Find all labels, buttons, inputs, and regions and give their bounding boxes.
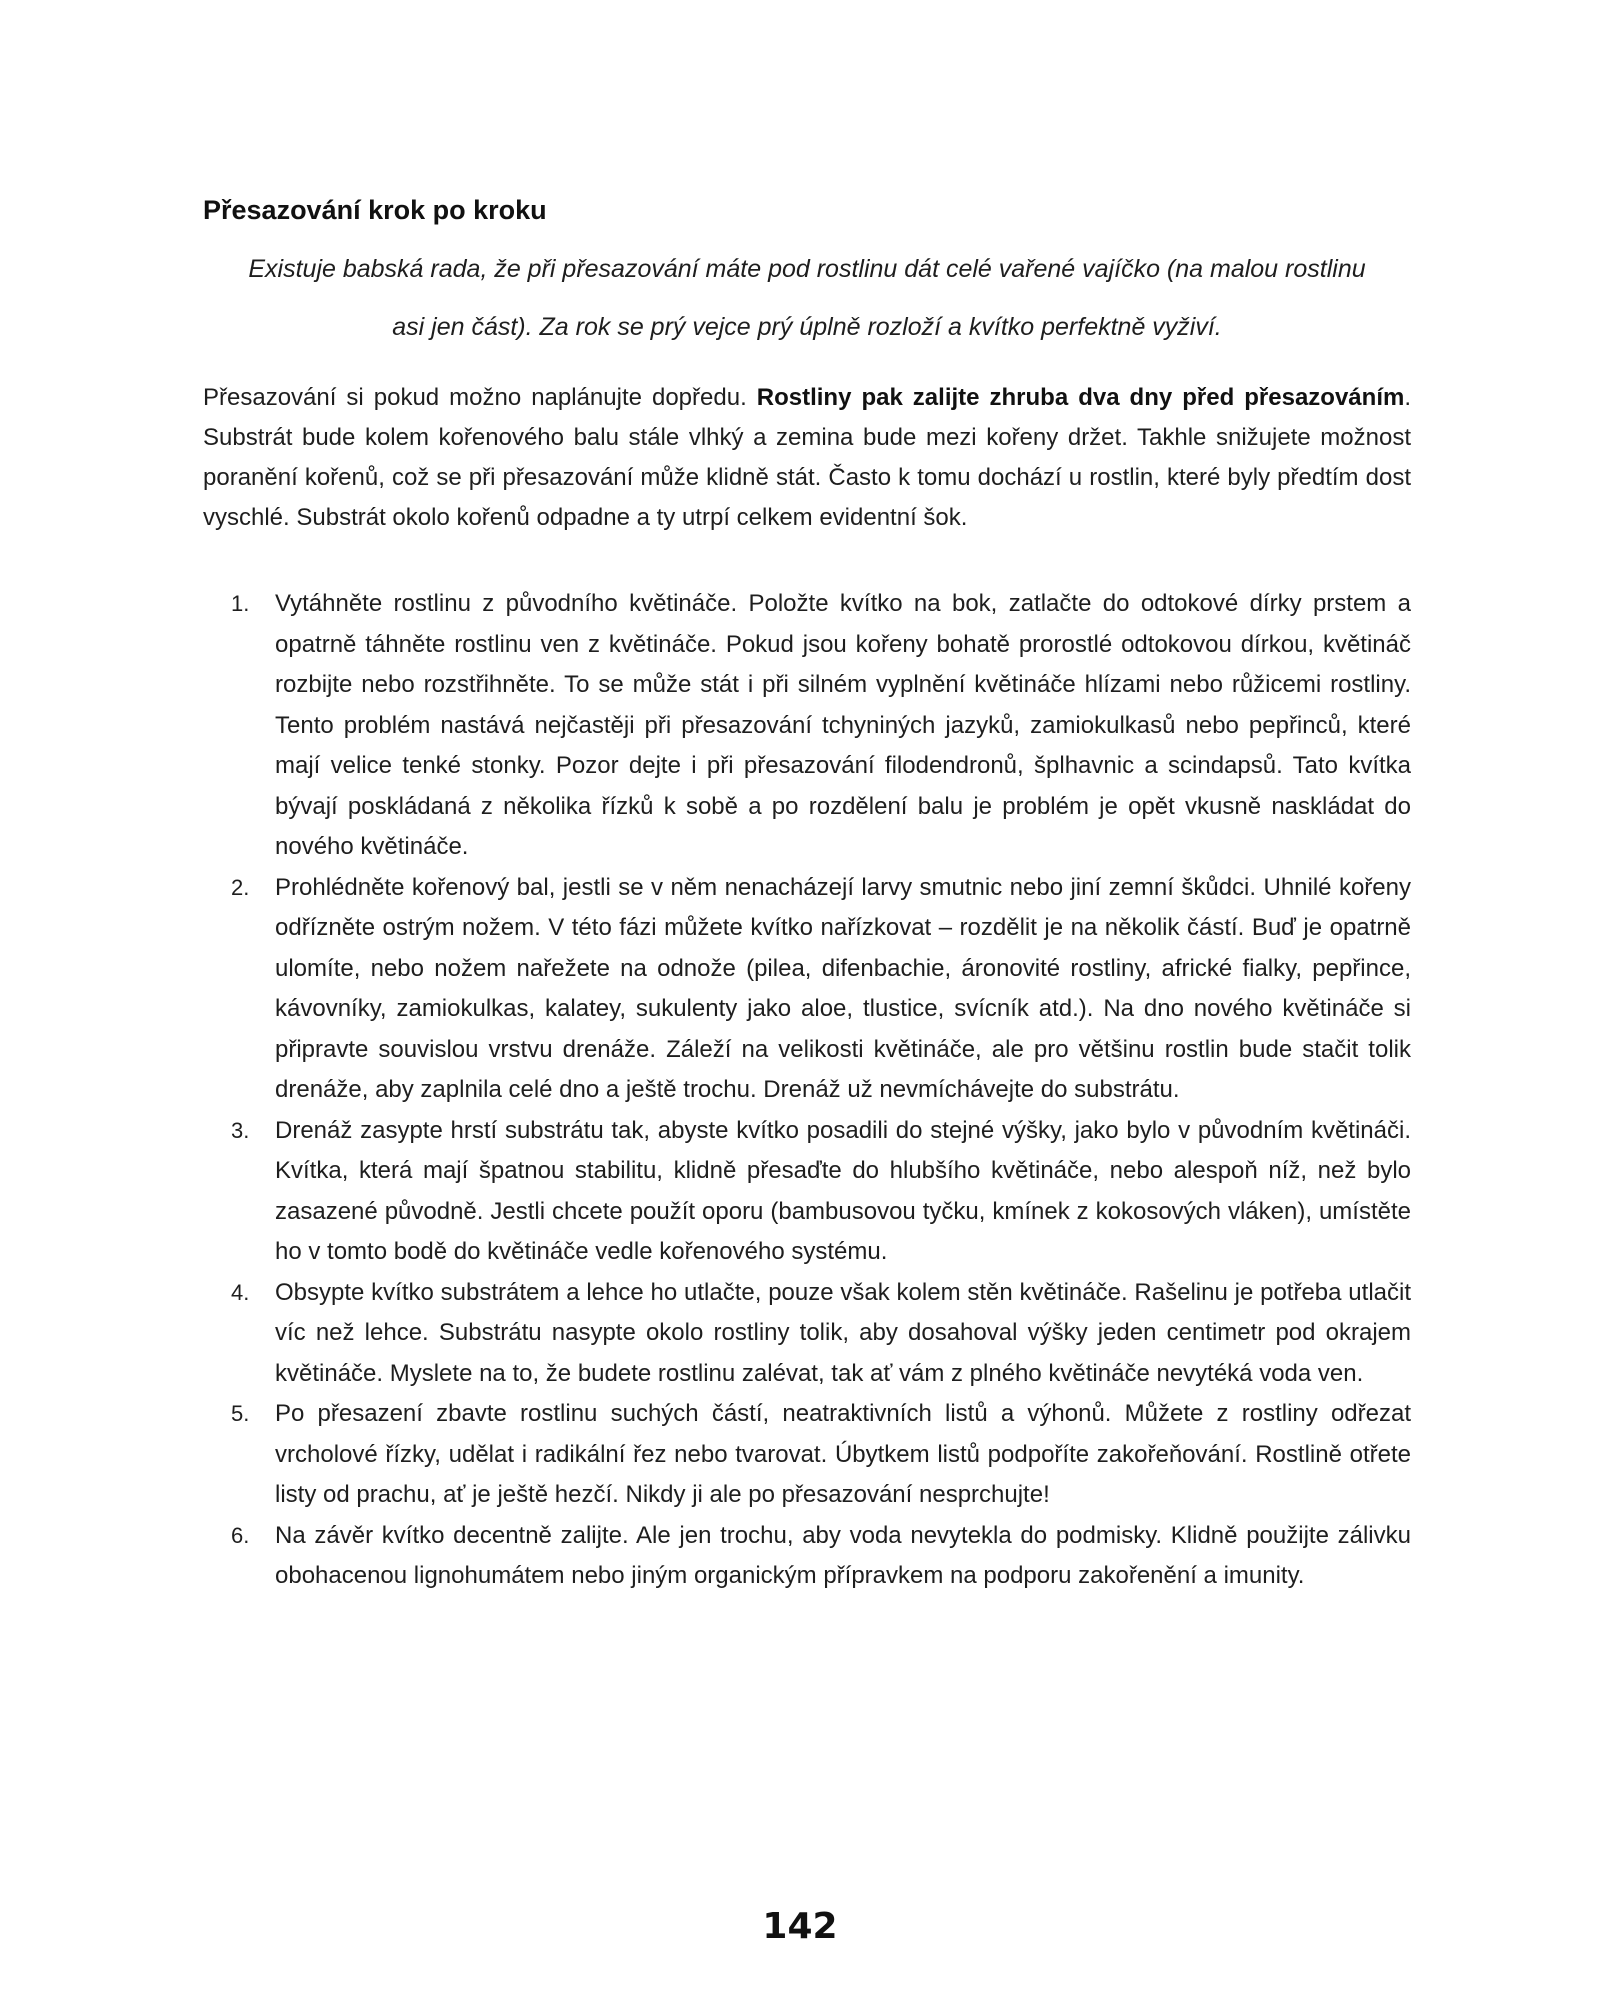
quote-paragraph: Existuje babská rada, že při přesazování máte pod rostlinu dát celé vařené vajíčko (na malou rostlinu asi jen část). Za rok se prý vejce prý úplně rozloží a kvítko perfektně vyživí. [248,255,1366,341]
list-item [203,868,1411,1111]
list-item-number: 1. [231,591,250,616]
steps-list [203,584,1411,1597]
list-item-number: 4. [231,1279,250,1305]
list-item [203,1516,1411,1597]
intro-paragraph [203,378,1411,538]
page-content [203,190,1411,1597]
intro-text-start: Přesazování si pokud možno naplánujte dopředu. [203,384,757,411]
list-item [203,584,1411,868]
intro-bold-text: Rostliny pak zalijte zhruba dva dny před přesazováním [756,384,1405,411]
list-item-text: Na závěr kvítko decentně zalijte. Ale jen trochu, aby voda nevytekla do podmisky. Klidně použijte zálivku obohacenou lignohumátem nebo jiným organickým přípravkem na podporu zakořenění a imunity. [275,1521,1411,1589]
page-number: 142 [762,1906,838,1947]
list-item-text: Drenáž zasypte hrstí substrátu tak, abyste kvítko posadili do stejné výšky, jako bylo v původním květináči. Kvítka, která mají špatnou stabilitu, klidně přesaďte do hlubšího květináče, nebo alespoň níž, než bylo zasazené původně. Jestli chcete použít oporu (bambusovou tyčku, kmínek z kokosových vláken), umístěte ho v tomto bodě do květináče vedle kořenového systému. [275,1116,1411,1265]
list-item [203,1273,1411,1395]
list-item-number: 2. [231,874,250,900]
list-item [203,1394,1411,1516]
list-item-number: 5. [231,1401,250,1426]
list-item-text: Obsypte kvítko substrátem a lehce ho utlačte, pouze však kolem stěn květináče. Rašelinu je potřeba utlačit víc než lehce. Substrátu nasypte okolo rostliny tolik, aby dosahoval výšky jeden centimetr pod okrajem květináče. Myslete na to, že budete rostlinu zalévat, tak ať vám z plného květináče nevytéká voda ven. [275,1278,1411,1387]
section-heading: Přesazování krok po kroku [203,195,547,225]
list-item-number: 3. [231,1117,250,1143]
list-item [203,1111,1411,1273]
list-item-text: Prohlédněte kořenový bal, jestli se v něm nenacházejí larvy smutnic nebo jiní zemní škůdci. Uhnilé kořeny odřízněte ostrým nožem. V této fázi můžete kvítko nařízkovat – rozdělit je na několik částí. Buď je opatrně ulomíte, nebo nožem nařežete na odnože (pilea, difenbachie, áronovité rostliny, africké fialky, pepřince, kávovníky, zamiokulkas, kalatey, sukulenty jako aloe, tlustice, svícník atd.). Na dno nového květináče si připravte souvislou vrstvu drenáže. Záleží na velikosti květináče, ale pro většinu rostlin bude stačit tolik drenáže, aby zaplnila celé dno a ještě trochu. Drenáž už nevmíchávejte do substrátu. [275,873,1411,1103]
intro-text-end: . Substrát bude kolem kořenového balu stále vlhký a zemina bude mezi kořeny držet. Takhle snižujete možnost poranění kořenů, což se při přesazování může klidně stát. Často k tomu dochází u rostlin, které byly předtím dost vyschlé. Substrát okolo kořenů odpadne a ty utrpí celkem evidentní šok. [203,384,1411,531]
list-item-number: 6. [231,1522,250,1548]
list-item-text: Vytáhněte rostlinu z původního květináče. Položte kvítko na bok, zatlačte do odtokové dírky prstem a opatrně táhněte rostlinu ven z květináče. Pokud jsou kořeny bohatě prorostlé odtokovou dírkou, květináč rozbijte nebo rozstřihněte. To se může stát i při silném vyplnění květináče hlízami nebo růžicemi rostliny. Tento problém nastává nejčastěji při přesazování tchyniných jazyků, zamiokulkasů nebo pepřinců, které mají velice tenké stonky. Pozor dejte i při přesazování filodendronů, šplhavnic a scindapsů. Tato kvítka bývají poskládaná z několika řízků k sobě a po rozdělení balu je problém je opět vkusně naskládat do nového květináče. [275,590,1411,860]
list-item-text: Po přesazení zbavte rostlinu suchých částí, neatraktivních listů a výhonů. Můžete z rostliny odřezat vrcholové řízky, udělat i radikální řez nebo tvarovat. Úbytkem listů podpoříte zakořeňování. Rostlině otřete listy od prachu, ať je ještě hezčí. Nikdy ji ale po přesazování nesprchujte! [275,1400,1411,1508]
